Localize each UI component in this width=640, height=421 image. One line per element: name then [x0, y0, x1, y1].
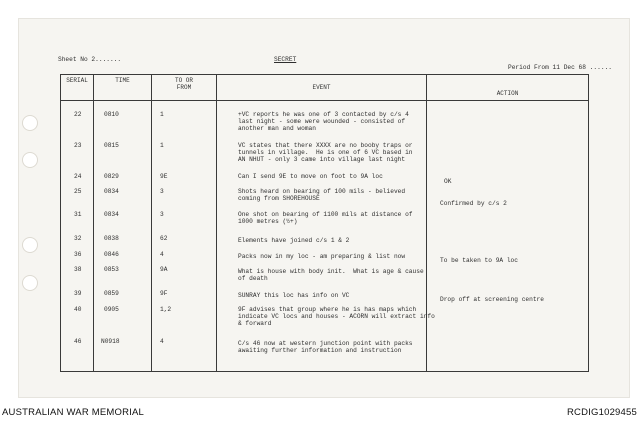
to-from-cell: 3	[160, 188, 164, 195]
serial-cell: 39	[74, 290, 82, 297]
to-from-cell: 9E	[160, 173, 168, 180]
serial-cell: 23	[74, 142, 82, 149]
time-cell: 0838	[104, 235, 119, 242]
to-from-cell: 4	[160, 338, 164, 345]
time-cell: 0815	[104, 142, 119, 149]
to-from-cell: 1	[160, 142, 164, 149]
event-cell: One shot on bearing of 1100 mils at distance of 1000 metres (½+)	[238, 211, 413, 225]
footer-archive-name: AUSTRALIAN WAR MEMORIAL	[2, 407, 145, 418]
time-cell: 0829	[104, 173, 119, 180]
column-header-time: TIME	[115, 77, 130, 84]
serial-cell: 38	[74, 266, 82, 273]
table-bottom-border	[60, 371, 588, 372]
column-header-action: ACTION	[496, 90, 519, 97]
to-from-cell: 4	[160, 251, 164, 258]
punch-hole	[22, 152, 38, 168]
punch-hole	[22, 275, 38, 291]
action-cell: Confirmed by c/s 2	[440, 200, 507, 207]
time-cell: 0905	[104, 306, 119, 313]
event-cell: What is house with body init. What is age & cause of death	[238, 268, 424, 282]
event-cell: 9F advises that group where he is has maps which indicate VC locs and houses - ACORN will extract info & forward	[238, 306, 435, 327]
event-cell: C/s 46 now at western junction point with packs awaiting further information and instruction	[238, 340, 413, 354]
table-left-border	[60, 74, 61, 372]
action-cell: To be taken to 9A loc	[440, 257, 518, 264]
time-cell: 0834	[104, 188, 119, 195]
event-cell: +VC reports he was one of 3 contacted by c/s 4 last night - some were wounded - consisted of another man and woman	[238, 111, 409, 132]
serial-cell: 40	[74, 306, 82, 313]
punch-hole	[22, 115, 38, 131]
time-cell: 0810	[104, 111, 119, 118]
to-from-cell: 9A	[160, 266, 168, 273]
column-header-event: EVENT	[312, 84, 331, 91]
table-top-border	[60, 74, 588, 75]
column-header-serial: SERIAL	[66, 77, 88, 84]
punch-hole	[22, 237, 38, 253]
period-from: Period From 11 Dec 68 ......	[508, 64, 612, 71]
to-from-cell: 1,2	[160, 306, 172, 313]
to-from-cell: 9F	[160, 290, 168, 297]
column-divider	[151, 74, 152, 372]
to-from-cell: 62	[160, 235, 168, 242]
event-cell: Elements have joined c/s 1 & 2	[238, 237, 350, 244]
column-divider	[216, 74, 217, 372]
event-cell: VC states that there XXXX are no booby traps or tunnels in village. He is one of 6 VC based in AN NHUT - only 3 came into village last night	[238, 142, 413, 163]
table-right-border	[588, 74, 589, 372]
action-cell: Drop off at screening centre	[440, 296, 544, 303]
event-cell: Shots heard on bearing of 100 mils - believed coming from SHOREHOUSE	[238, 188, 406, 202]
serial-cell: 25	[74, 188, 82, 195]
sheet-number: Sheet No 2.......	[58, 56, 122, 63]
time-cell: 0859	[104, 290, 119, 297]
to-from-cell: 1	[160, 111, 164, 118]
event-cell: Can I send 9E to move on foot to 9A loc	[238, 173, 383, 180]
table-header-divider	[60, 100, 588, 101]
action-cell: OK	[444, 178, 452, 185]
to-from-cell: 3	[160, 211, 164, 218]
serial-cell: 22	[74, 111, 82, 118]
classification-marking: SECRET	[274, 56, 297, 63]
time-cell: 0834	[104, 211, 119, 218]
serial-cell: 24	[74, 173, 82, 180]
event-cell: Packs now in my loc - am preparing & list now	[238, 253, 406, 260]
time-cell: 0853	[104, 266, 119, 273]
time-cell: 0846	[104, 251, 119, 258]
footer-record-id: RCDIG1029455	[567, 407, 637, 418]
serial-cell: 36	[74, 251, 82, 258]
serial-cell: 46	[74, 338, 82, 345]
event-cell: SUNRAY this loc has info on VC	[238, 292, 350, 299]
column-header-to-from-line2: FROM	[176, 84, 192, 91]
column-divider	[426, 74, 427, 372]
time-cell: N0918	[101, 338, 120, 345]
serial-cell: 32	[74, 235, 82, 242]
column-divider	[93, 74, 94, 372]
serial-cell: 31	[74, 211, 82, 218]
column-header-to-from-line1: TO OR	[174, 77, 193, 84]
